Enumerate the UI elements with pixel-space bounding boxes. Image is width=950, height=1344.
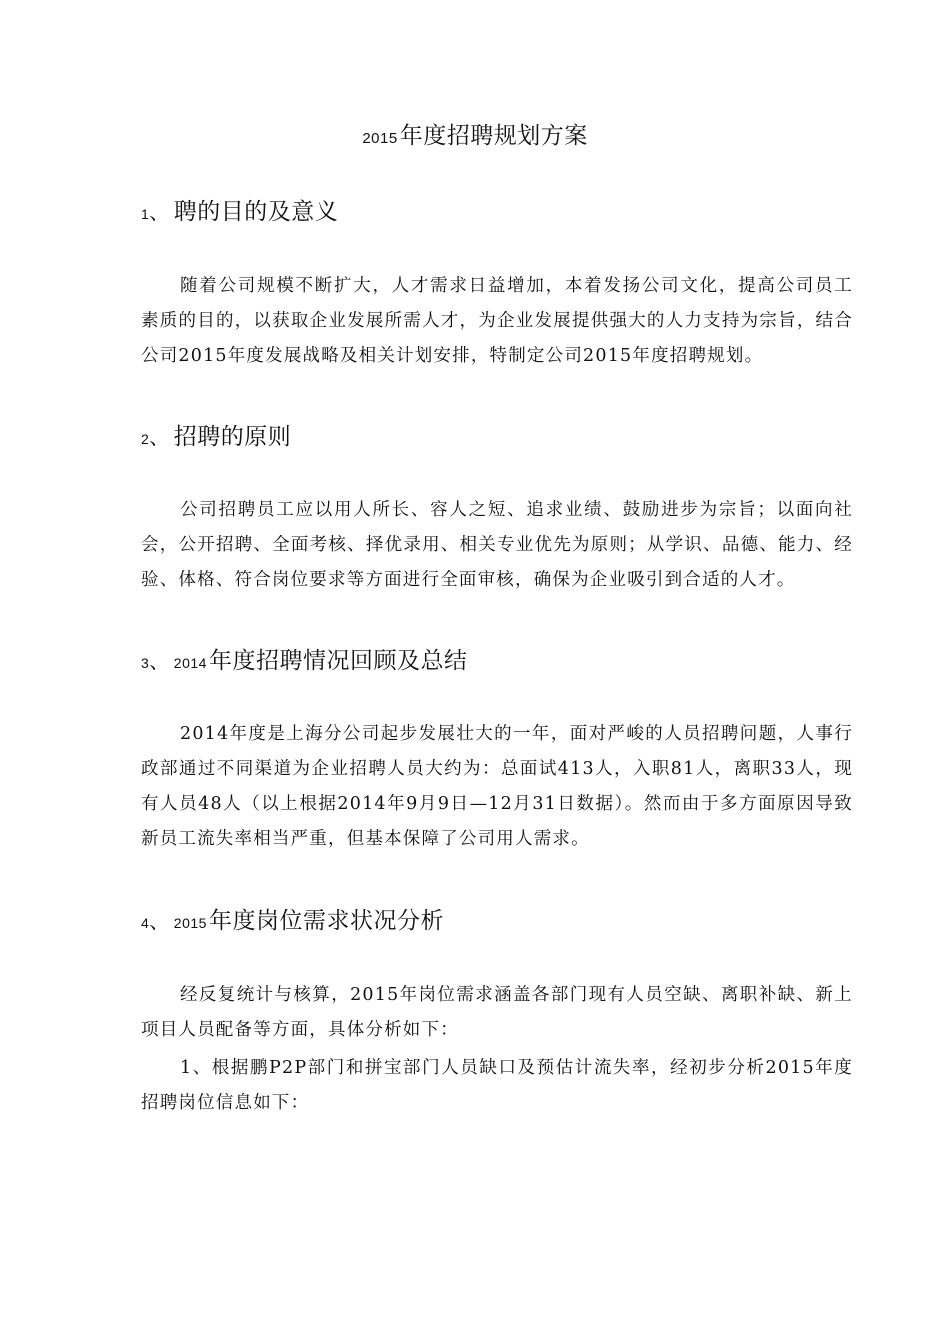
document-title (0, 118, 950, 157)
section-4-paragraph-1: 经反复统计与核算，2015年岗位需求涵盖各部门现有人员空缺、离职补缺、新上项目人员配备等方面，具体分析如下： (141, 985, 853, 1040)
section-3-paragraph: 2014年度是上海分公司起步发展壮大的一年，面对严峻的人员招聘问题，人事行政部通过不同渠道为企业招聘人员大约为：总面试413人，入职81人，离职33人，现有人员48人（以上根据2014年9月9日—12月31日数据）。然而由于多方面原因导致新员工流失率相当严重，但基本保障了公司用人需求。 (141, 724, 853, 849)
section-year: 2015 (173, 915, 207, 931)
section-number: 3 (141, 655, 150, 671)
section-heading-text: 招聘的原则 (173, 424, 292, 450)
section-number: 2 (141, 431, 150, 447)
section-4-heading (141, 903, 841, 941)
section-separator: 、 (149, 909, 170, 933)
section-separator: 、 (149, 425, 170, 449)
section-heading-text: 年度招聘情况回顾及总结 (208, 648, 468, 674)
section-heading-text: 年度岗位需求状况分析 (208, 908, 444, 934)
title-text: 年度招聘规划方案 (399, 123, 588, 149)
section-year: 2014 (173, 655, 207, 671)
section-1-heading (141, 194, 841, 232)
section-3-heading (141, 643, 841, 681)
section-2-heading (141, 419, 841, 457)
title-year: 2015 (362, 130, 398, 147)
section-4-paragraph-2: 1、根据鹏P2P部门和拼宝部门人员缺口及预估计流失率，经初步分析2015年度招聘岗位信息如下： (141, 1058, 853, 1113)
section-number: 1 (141, 206, 150, 222)
section-separator: 、 (149, 200, 170, 224)
section-2-paragraph: 公司招聘员工应以用人所长、容人之短、追求业绩、鼓励进步为宗旨；以面向社会，公开招聘、全面考核、择优录用、相关专业优先为原则；从学识、品德、能力、经验、体格、符合岗位要求等方面进行全面审核，确保为企业吸引到合适的人才。 (141, 500, 853, 590)
section-1-paragraph: 随着公司规模不断扩大，人才需求日益增加，本着发扬公司文化，提高公司员工素质的目的，以获取企业发展所需人才，为企业发展提供强大的人力支持为宗旨，结合公司2015年度发展战略及相关计划安排，特制定公司2015年度招聘规划。 (141, 276, 853, 366)
section-number: 4 (141, 915, 150, 931)
section-separator: 、 (149, 649, 170, 673)
section-heading-text: 聘的目的及意义 (173, 199, 339, 225)
